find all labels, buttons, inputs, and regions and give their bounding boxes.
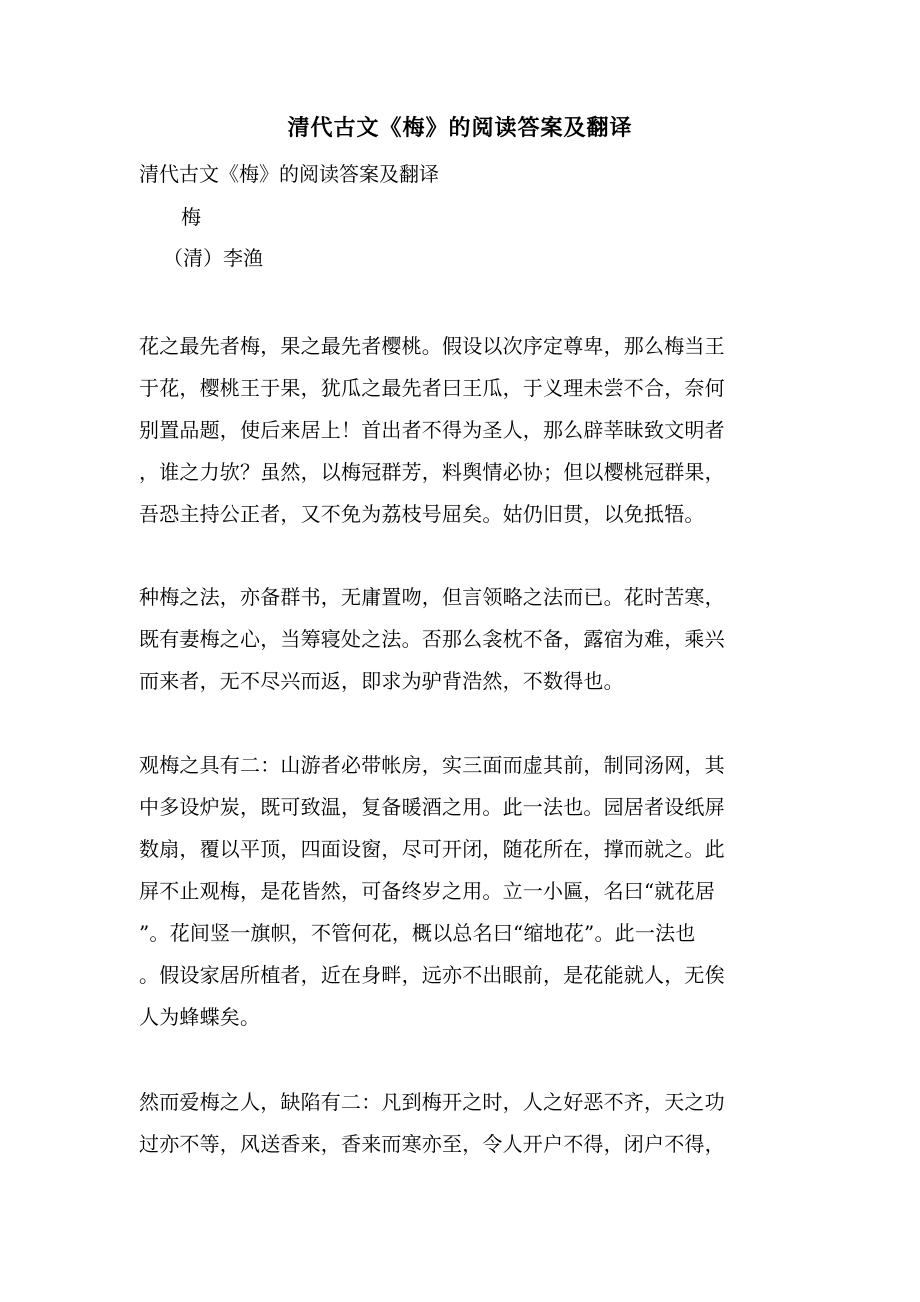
paragraph-line: 别置品题，使后来居上！首出者不得为圣人，那么辟莘昧致文明者 <box>139 418 725 442</box>
paragraph-line: 中多设炉炭，既可致温，复备暖酒之用。此一法也。园居者设纸屏 <box>139 795 725 819</box>
paragraph-line: 种梅之法，亦备群书，无庸置吻，但言领略之法而已。花时苦寒， <box>139 585 725 609</box>
paragraph-line: 既有妻梅之心，当筹寝处之法。否那么衾枕不备，露宿为难，乘兴 <box>139 627 725 651</box>
paragraph-line: 观梅之具有二：山游者必带帐房，实三面而虚其前，制同汤网，其 <box>139 753 725 777</box>
poem-title: 梅 <box>181 205 201 229</box>
document-subtitle: 清代古文《梅》的阅读答案及翻译 <box>139 162 439 186</box>
poem-author: （清）李渔 <box>163 246 263 270</box>
paragraph-line: 。假设家居所植者，近在身畔，远亦不出眼前，是花能就人，无俟 <box>139 963 725 987</box>
paragraph-line: ”。花间竖一旗帜，不管何花，概以总名曰“缩地花”。此一法也 <box>139 921 696 945</box>
paragraph-line: 花之最先者梅，果之最先者樱桃。假设以次序定尊卑，那么梅当王 <box>139 334 725 358</box>
paragraph-line: 然而爱梅之人，缺陷有二：凡到梅开之时，人之好恶不齐，天之功 <box>139 1090 725 1114</box>
paragraph-line: 于花，樱桃王于果，犹瓜之最先者曰王瓜，于义理未尝不合，奈何 <box>139 376 725 400</box>
paragraph-line: 而来者，无不尽兴而返，即求为驴背浩然，不数得也。 <box>139 669 624 693</box>
paragraph-line: 过亦不等，风送香来，香来而寒亦至，令人开户不得，闭户不得， <box>139 1132 725 1156</box>
paragraph-4 <box>139 1081 784 1165</box>
paragraph-line: 数扇，覆以平顶，四面设窗，尽可开闭，随花所在，撑而就之。此 <box>139 837 725 861</box>
paragraph-line: 屏不止观梅，是花皆然，可备终岁之用。立一小匾，名曰“就花居 <box>139 879 716 903</box>
document-title: 清代古文《梅》的阅读答案及翻译 <box>287 115 633 141</box>
paragraph-line: 吾恐主持公正者，又不免为荔枝号屈矣。姑仍旧贯，以免抵牾。 <box>139 502 705 526</box>
paragraph-line: 人为蜂蝶矣。 <box>139 1005 261 1029</box>
paragraph-line: ，谁之力欤？虽然，以梅冠群芳，料舆情必协；但以樱桃冠群果， <box>139 460 725 484</box>
paragraph-3 <box>139 744 784 1038</box>
paragraph-1 <box>139 325 784 535</box>
paragraph-2 <box>139 576 784 702</box>
